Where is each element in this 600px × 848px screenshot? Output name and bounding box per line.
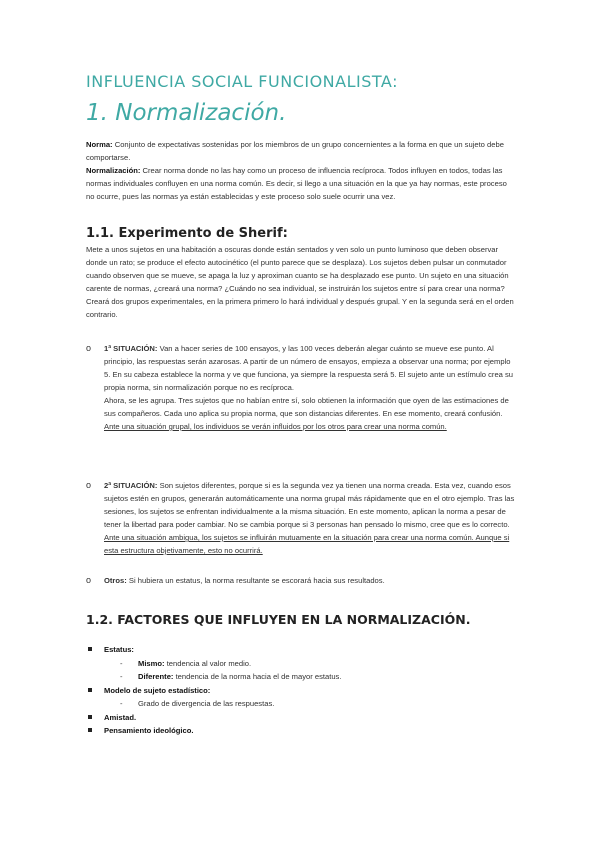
section-heading-sherif: 1.1. Experimento de Sherif:	[86, 226, 288, 241]
definitions-block	[86, 138, 516, 203]
dash-bullet: -	[120, 699, 123, 708]
otros-body	[104, 574, 516, 587]
mismo-label: Mismo:	[138, 658, 165, 668]
situation-1-label: 1ª SITUACIÓN:	[104, 344, 158, 353]
square-bullet-icon	[88, 688, 92, 692]
situation-1-item	[86, 342, 516, 462]
dash-bullet: -	[120, 658, 123, 668]
document-title: INFLUENCIA SOCIAL FUNCIONALISTA:	[86, 72, 398, 91]
normalizacion-definition: Crear norma donde no las hay como un proceso de influencia recíproca. Todos influyen en todos, todas las normas individuales confluyen en una norma común. Es decir, si llego a una situación en la que ya hay normas, este proceso no ocurre, pues las normas ya están establecidas y este proceso solo suele ocurrir una vez.	[86, 166, 507, 201]
subfactor-diferente	[86, 670, 516, 684]
factor-label: Amistad.	[104, 712, 137, 722]
diferente-label: Diferente:	[138, 672, 174, 681]
factor-estatus	[86, 643, 516, 657]
situation-1-conclusion: Ante una situación grupal, los individuos se verán influidos por los otros para crear una norma común.	[104, 422, 447, 431]
norma-term: Norma:	[86, 140, 113, 149]
section-heading-normalizacion: 1. Normalización.	[86, 100, 287, 126]
subfactor-mismo	[86, 657, 516, 671]
otros-item	[86, 574, 516, 588]
situation-2-label: 2ª SITUACIÓN:	[104, 481, 158, 490]
factor-label: Estatus:	[104, 645, 134, 654]
square-bullet-icon	[88, 715, 92, 719]
situation-1-body	[104, 342, 516, 433]
sherif-paragraph: Mete a unos sujetos en una habitación a oscuras donde están sentados y ven solo un punto luminoso que deben observar donde un rato; se produce el efecto autocinético (el punto parece que se desplaza). Los sujetos deben pulsar un conmutador cuando observen que se mueve, se apaga la luz y aproximan cuanto se ha desplazado ese punto. Un sujeto en una situación carente de normas, ¿creará una norma? ¿Cuándo no sea individual, se instruirán los sujetos entre sí para crear una norma? Creará dos grupos experimentales, en la primera primero lo hará individual y después grupal. Y en la segunda será en el orden contrario.	[86, 245, 514, 319]
factor-label: Modelo de sujeto estadístico:	[104, 685, 211, 695]
definition-normalizacion	[86, 166, 507, 201]
dash-bullet: -	[120, 672, 123, 681]
list-marker: o	[86, 480, 92, 490]
situation-2-body	[104, 479, 516, 557]
situation-2-item	[86, 479, 516, 574]
situation-1-text: Van a hacer series de 100 ensayos, y las 100 veces deberán alegar cuánto se mueve ese punto. Al principio, las respuestas serán azarosas. A partir de un número de ensayos, empieza a observar una norma; por ejemplo 5. En su cabeza establece la norma y ve que funciona, ya siempre la respuesta será 5. El sujeto ante un estímulo crea su propia norma, sin normalización porque no es recíproca.	[104, 344, 514, 392]
situation-1-text-2: Ahora, se les agrupa. Tres sujetos que no habían entre sí, solo obtienen la información que oyen de las estimaciones de sus compañeros. Cada uno aplica su propia norma, que son distancias diferentes. En ese momento, creará confusión.	[104, 396, 509, 418]
situation-2-conclusion: Ante una situación ambigua, los sujetos se influirán mutuamente en la situación para crear una norma común. Aunque si esta estructura objetivamente, esto no ocurrirá.	[104, 533, 510, 555]
square-bullet-icon	[88, 728, 92, 732]
factor-pensamiento	[86, 724, 516, 738]
mismo-text: tendencia al valor medio.	[164, 658, 252, 668]
norma-definition: Conjunto de expectativas sostenidas por los miembros de un grupo concernientes a la forma en que un sujeto debe comportarse.	[86, 140, 504, 162]
section-heading-factores: 1.2. FACTORES QUE INFLUYEN EN LA NORMALIZACIÓN.	[86, 612, 471, 627]
list-marker: o	[86, 575, 92, 585]
subfactor-text	[138, 670, 341, 683]
normalizacion-term: Normalización:	[86, 166, 141, 175]
definition-norma	[86, 140, 504, 162]
factors-list	[86, 643, 516, 738]
subfactor-text	[138, 657, 251, 670]
list-marker: o	[86, 343, 92, 353]
otros-label: Otros:	[104, 576, 127, 585]
factor-label: Pensamiento ideológico.	[104, 726, 194, 735]
otros-text: Si hubiera un estatus, la norma resultante se escorará hacia sus resultados.	[126, 576, 385, 585]
subfactor-text: Grado de divergencia de las respuestas.	[138, 699, 275, 708]
subfactor-divergencia	[86, 697, 516, 711]
factor-amistad	[86, 711, 516, 725]
diferente-text: tendencia de la norma hacia el de mayor estatus.	[173, 672, 342, 681]
situation-2-text: Son sujetos diferentes, porque si es la segunda vez ya tienen una norma creada. Esta vez, cuando esos sujetos estén en grupos, generarán automáticamente una norma grupal más rápidamente que en el otro ejemplo. Tras las sesiones, los sujetos se enfrentan individualmente a la misma situación. En este momento, aplican la norma a pesar de tener la libertad para poder cambiar. No se cambia porque si 3 personas han pensado lo mismo, cree que es lo correcto.	[104, 481, 515, 529]
square-bullet-icon	[88, 647, 92, 651]
factor-modelo	[86, 684, 516, 698]
